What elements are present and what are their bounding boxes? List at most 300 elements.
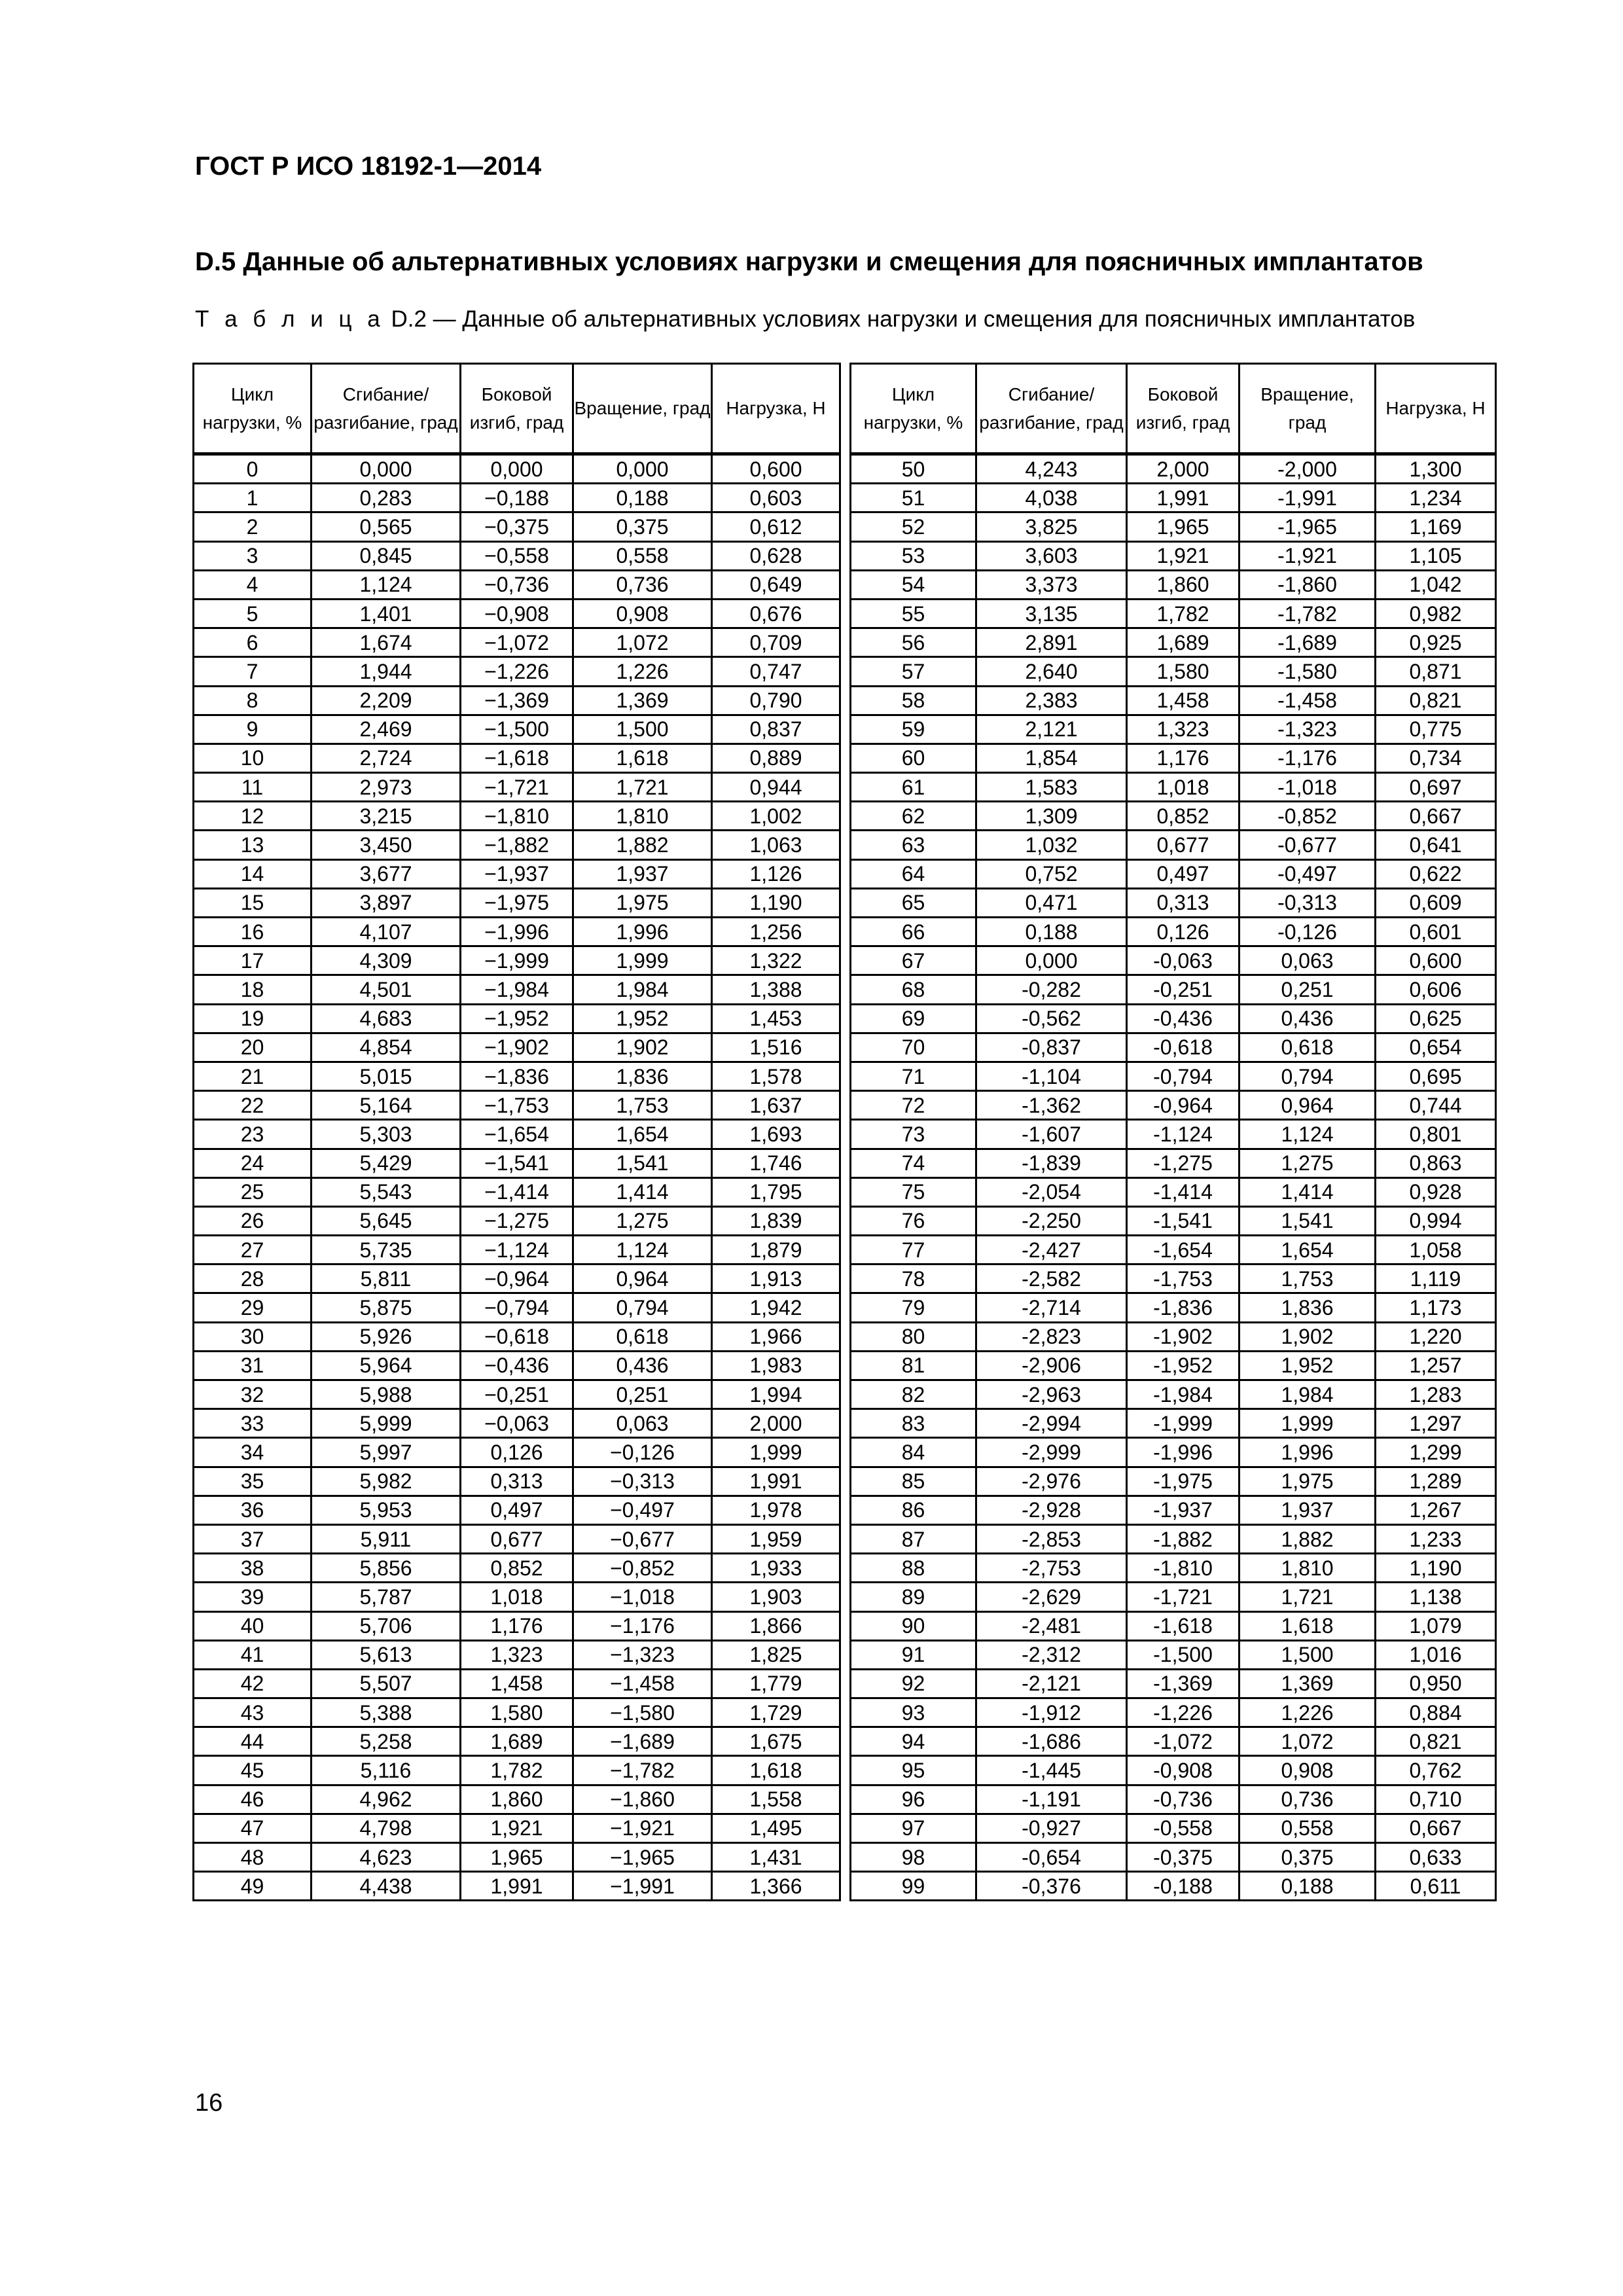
cell-rotation: -0,313	[1240, 888, 1376, 917]
cell-flexion: 4,798	[312, 1814, 461, 1842]
cell-lateral: 1,176	[461, 1611, 573, 1640]
cell-rotation: 0,063	[1240, 946, 1376, 975]
cell-flexion: 4,683	[312, 1004, 461, 1033]
table-row	[194, 946, 1496, 975]
cell-cycle: 6	[194, 628, 312, 657]
cell-flexion: 1,854	[976, 744, 1127, 772]
cell-load: 0,950	[1376, 1669, 1496, 1698]
cell-flexion: 4,107	[312, 918, 461, 946]
cell-cycle: 13	[194, 831, 312, 859]
cell-rotation: -0,677	[1240, 831, 1376, 859]
column-separator	[840, 1409, 851, 1438]
cell-flexion: 5,787	[312, 1583, 461, 1611]
cell-load: 0,889	[712, 744, 840, 772]
cell-flexion: -2,312	[976, 1640, 1127, 1669]
cell-cycle: 74	[851, 1149, 976, 1177]
cell-lateral: 1,689	[1127, 628, 1240, 657]
cell-lateral: 0,677	[461, 1524, 573, 1553]
cell-load: 1,453	[712, 1004, 840, 1033]
cell-flexion: 2,891	[976, 628, 1127, 657]
table-row	[194, 628, 1496, 657]
cell-flexion: 3,450	[312, 831, 461, 859]
cell-cycle: 96	[851, 1785, 976, 1814]
cell-rotation: 1,952	[573, 1004, 712, 1033]
cell-lateral: −0,736	[461, 570, 573, 599]
column-separator	[840, 1091, 851, 1120]
table-row	[194, 744, 1496, 772]
cell-cycle: 42	[194, 1669, 312, 1698]
cell-lateral: -1,882	[1127, 1524, 1240, 1553]
cell-lateral: -1,654	[1127, 1236, 1240, 1265]
column-separator	[840, 1583, 851, 1611]
cell-cycle: 44	[194, 1727, 312, 1756]
cell-load: 0,871	[1376, 657, 1496, 686]
cell-lateral: -1,810	[1127, 1554, 1240, 1583]
cell-flexion: -0,562	[976, 1004, 1127, 1033]
cell-load: 0,611	[1376, 1872, 1496, 1901]
cell-load: 0,710	[1376, 1785, 1496, 1814]
cell-flexion: -1,839	[976, 1149, 1127, 1177]
column-separator	[840, 1120, 851, 1149]
cell-cycle: 21	[194, 1062, 312, 1090]
cell-lateral: −1,996	[461, 918, 573, 946]
cell-load: 1,779	[712, 1669, 840, 1698]
cell-flexion: 0,752	[976, 859, 1127, 888]
cell-flexion: 3,677	[312, 859, 461, 888]
cell-lateral: −0,794	[461, 1293, 573, 1322]
cell-load: 1,978	[712, 1496, 840, 1524]
cell-load: 1,169	[1376, 512, 1496, 541]
cell-flexion: 4,623	[312, 1843, 461, 1872]
cell-cycle: 70	[851, 1033, 976, 1062]
cell-cycle: 56	[851, 628, 976, 657]
cell-flexion: -1,912	[976, 1698, 1127, 1727]
cell-lateral: −0,558	[461, 541, 573, 570]
cell-lateral: 1,580	[1127, 657, 1240, 686]
cell-flexion: 5,429	[312, 1149, 461, 1177]
cell-rotation: 1,500	[1240, 1640, 1376, 1669]
cell-rotation: 1,753	[1240, 1265, 1376, 1293]
header-load: Нагрузка, Н	[1376, 364, 1496, 454]
cell-flexion: 0,000	[976, 946, 1127, 975]
cell-rotation: 1,414	[1240, 1177, 1376, 1206]
table-row	[194, 1524, 1496, 1553]
cell-load: 0,734	[1376, 744, 1496, 772]
header-lateral: Боковой изгиб, град	[1127, 364, 1240, 454]
cell-load: 1,300	[1376, 454, 1496, 484]
table-body	[194, 454, 1496, 1901]
cell-rotation: 1,882	[1240, 1524, 1376, 1553]
cell-cycle: 17	[194, 946, 312, 975]
cell-flexion: 4,962	[312, 1785, 461, 1814]
cell-flexion: -1,607	[976, 1120, 1127, 1149]
table-row	[194, 802, 1496, 831]
cell-load: 1,257	[1376, 1351, 1496, 1380]
cell-load: 0,601	[1376, 918, 1496, 946]
cell-flexion: 1,032	[976, 831, 1127, 859]
cell-load: 0,821	[1376, 686, 1496, 715]
cell-lateral: −1,541	[461, 1149, 573, 1177]
cell-cycle: 80	[851, 1322, 976, 1351]
cell-rotation: 1,975	[1240, 1467, 1376, 1496]
cell-load: 0,609	[1376, 888, 1496, 917]
cell-cycle: 59	[851, 715, 976, 744]
cell-cycle: 76	[851, 1206, 976, 1235]
cell-flexion: 5,735	[312, 1236, 461, 1265]
header-load: Нагрузка, Н	[712, 364, 840, 454]
cell-lateral: -0,375	[1127, 1843, 1240, 1872]
cell-load: 0,884	[1376, 1698, 1496, 1727]
cell-flexion: 5,875	[312, 1293, 461, 1322]
column-separator	[840, 1872, 851, 1901]
header-cycle: Цикл нагрузки, %	[851, 364, 976, 454]
cell-rotation: 1,810	[573, 802, 712, 831]
cell-lateral: 0,852	[461, 1554, 573, 1583]
cell-lateral: −1,275	[461, 1206, 573, 1235]
cell-lateral: -1,369	[1127, 1669, 1240, 1698]
cell-rotation: 1,124	[1240, 1120, 1376, 1149]
cell-rotation: 0,558	[1240, 1814, 1376, 1842]
cell-rotation: -1,323	[1240, 715, 1376, 744]
cell-load: 0,625	[1376, 1004, 1496, 1033]
table-row	[194, 1640, 1496, 1669]
cell-load: 1,322	[712, 946, 840, 975]
cell-cycle: 14	[194, 859, 312, 888]
cell-flexion: 5,613	[312, 1640, 461, 1669]
table-row	[194, 657, 1496, 686]
column-separator	[840, 1062, 851, 1090]
cell-load: 0,747	[712, 657, 840, 686]
cell-cycle: 47	[194, 1814, 312, 1842]
column-separator	[840, 1322, 851, 1351]
cell-load: 1,042	[1376, 570, 1496, 599]
table-row	[194, 1785, 1496, 1814]
cell-cycle: 15	[194, 888, 312, 917]
column-separator	[840, 1785, 851, 1814]
cell-load: 1,388	[712, 975, 840, 1004]
cell-rotation: 1,937	[1240, 1496, 1376, 1524]
cell-lateral: −1,882	[461, 831, 573, 859]
cell-lateral: −1,999	[461, 946, 573, 975]
cell-flexion: 4,243	[976, 454, 1127, 484]
cell-rotation: -1,860	[1240, 570, 1376, 599]
table-row	[194, 1843, 1496, 1872]
cell-flexion: 2,209	[312, 686, 461, 715]
cell-load: 0,790	[712, 686, 840, 715]
cell-rotation: 1,721	[573, 773, 712, 802]
table-row	[194, 1872, 1496, 1901]
cell-rotation: −1,458	[573, 1669, 712, 1698]
cell-load: 1,618	[712, 1756, 840, 1785]
column-separator	[840, 628, 851, 657]
cell-rotation: 1,984	[1240, 1380, 1376, 1409]
cell-cycle: 88	[851, 1554, 976, 1583]
table-header-row	[194, 364, 1496, 454]
cell-cycle: 60	[851, 744, 976, 772]
cell-flexion: 2,469	[312, 715, 461, 744]
column-separator	[840, 1177, 851, 1206]
cell-cycle: 9	[194, 715, 312, 744]
cell-cycle: 75	[851, 1177, 976, 1206]
cell-lateral: 1,921	[461, 1814, 573, 1842]
cell-lateral: 1,689	[461, 1727, 573, 1756]
cell-load: 0,641	[1376, 831, 1496, 859]
cell-lateral: -1,124	[1127, 1120, 1240, 1149]
cell-lateral: -1,996	[1127, 1438, 1240, 1467]
column-separator	[840, 773, 851, 802]
cell-lateral: −0,964	[461, 1265, 573, 1293]
cell-cycle: 62	[851, 802, 976, 831]
cell-flexion: -2,963	[976, 1380, 1127, 1409]
cell-load: 0,633	[1376, 1843, 1496, 1872]
cell-load: 1,190	[1376, 1554, 1496, 1583]
cell-load: 1,283	[1376, 1380, 1496, 1409]
cell-cycle: 53	[851, 541, 976, 570]
table-row	[194, 484, 1496, 512]
cell-cycle: 49	[194, 1872, 312, 1901]
cell-cycle: 92	[851, 1669, 976, 1698]
cell-load: 0,654	[1376, 1033, 1496, 1062]
cell-rotation: -1,689	[1240, 628, 1376, 657]
cell-cycle: 38	[194, 1554, 312, 1583]
table-row	[194, 1177, 1496, 1206]
cell-cycle: 22	[194, 1091, 312, 1120]
column-separator	[840, 888, 851, 917]
page-number: 16	[195, 2089, 223, 2117]
cell-load: 0,695	[1376, 1062, 1496, 1090]
cell-lateral: 1,991	[1127, 484, 1240, 512]
cell-cycle: 28	[194, 1265, 312, 1293]
cell-load: 1,825	[712, 1640, 840, 1669]
cell-cycle: 52	[851, 512, 976, 541]
cell-load: 2,000	[712, 1409, 840, 1438]
cell-flexion: -1,104	[976, 1062, 1127, 1090]
cell-lateral: -1,753	[1127, 1265, 1240, 1293]
cell-load: 1,991	[712, 1467, 840, 1496]
cell-rotation: 0,558	[573, 541, 712, 570]
cell-cycle: 85	[851, 1467, 976, 1496]
cell-lateral: −1,369	[461, 686, 573, 715]
cell-cycle: 82	[851, 1380, 976, 1409]
cell-rotation: 1,937	[573, 859, 712, 888]
cell-load: 1,879	[712, 1236, 840, 1265]
cell-flexion: 1,401	[312, 599, 461, 628]
cell-lateral: −1,902	[461, 1033, 573, 1062]
cell-lateral: −1,654	[461, 1120, 573, 1149]
table-caption-text: D.2 — Данные об альтернативных условиях нагрузки и смещения для поясничных имплантатов	[391, 306, 1416, 332]
cell-cycle: 93	[851, 1698, 976, 1727]
cell-flexion: 0,188	[976, 918, 1127, 946]
cell-cycle: 11	[194, 773, 312, 802]
header-rotation: Вращение, град	[1240, 364, 1376, 454]
cell-load: 1,190	[712, 888, 840, 917]
cell-flexion: -2,999	[976, 1438, 1127, 1467]
cell-flexion: 2,973	[312, 773, 461, 802]
cell-rotation: 1,996	[573, 918, 712, 946]
table-row	[194, 715, 1496, 744]
table-row	[194, 1380, 1496, 1409]
cell-flexion: 5,164	[312, 1091, 461, 1120]
column-separator	[840, 1380, 851, 1409]
cell-rotation: 0,908	[1240, 1756, 1376, 1785]
cell-load: 0,928	[1376, 1177, 1496, 1206]
cell-lateral: 0,000	[461, 454, 573, 484]
table-row	[194, 1467, 1496, 1496]
cell-flexion: -2,714	[976, 1293, 1127, 1322]
table-row	[194, 570, 1496, 599]
cell-lateral: 1,323	[1127, 715, 1240, 744]
table-row	[194, 1091, 1496, 1120]
cell-rotation: -1,965	[1240, 512, 1376, 541]
cell-flexion: 4,038	[976, 484, 1127, 512]
cell-cycle: 27	[194, 1236, 312, 1265]
cell-lateral: -1,500	[1127, 1640, 1240, 1669]
cell-flexion: -2,250	[976, 1206, 1127, 1235]
cell-lateral: −0,188	[461, 484, 573, 512]
load-displacement-table	[192, 363, 1497, 1901]
cell-flexion: 5,997	[312, 1438, 461, 1467]
cell-load: 1,999	[712, 1438, 840, 1467]
cell-rotation: 0,436	[573, 1351, 712, 1380]
table-row	[194, 1409, 1496, 1438]
cell-load: 1,126	[712, 859, 840, 888]
cell-load: 1,366	[712, 1872, 840, 1901]
cell-load: 0,762	[1376, 1756, 1496, 1785]
cell-cycle: 69	[851, 1004, 976, 1033]
cell-flexion: 5,303	[312, 1120, 461, 1149]
cell-lateral: 0,497	[461, 1496, 573, 1524]
column-separator	[840, 744, 851, 772]
cell-rotation: 1,996	[1240, 1438, 1376, 1467]
cell-lateral: -0,251	[1127, 975, 1240, 1004]
cell-load: 1,002	[712, 802, 840, 831]
column-separator	[840, 1814, 851, 1842]
column-separator	[840, 1727, 851, 1756]
cell-load: 1,016	[1376, 1640, 1496, 1669]
cell-cycle: 61	[851, 773, 976, 802]
cell-flexion: 5,911	[312, 1524, 461, 1553]
cell-flexion: 1,583	[976, 773, 1127, 802]
cell-cycle: 79	[851, 1293, 976, 1322]
cell-cycle: 34	[194, 1438, 312, 1467]
table-row	[194, 1438, 1496, 1467]
cell-lateral: 0,313	[1127, 888, 1240, 917]
cell-flexion: 3,603	[976, 541, 1127, 570]
cell-load: 1,516	[712, 1033, 840, 1062]
cell-rotation: −0,313	[573, 1467, 712, 1496]
cell-cycle: 39	[194, 1583, 312, 1611]
cell-cycle: 7	[194, 657, 312, 686]
cell-lateral: −0,375	[461, 512, 573, 541]
cell-lateral: −0,436	[461, 1351, 573, 1380]
table-row	[194, 831, 1496, 859]
cell-cycle: 35	[194, 1467, 312, 1496]
cell-load: 0,612	[712, 512, 840, 541]
cell-load: 0,944	[712, 773, 840, 802]
column-separator	[840, 1698, 851, 1727]
table-row	[194, 1265, 1496, 1293]
cell-rotation: 0,063	[573, 1409, 712, 1438]
cell-cycle: 3	[194, 541, 312, 570]
cell-cycle: 46	[194, 1785, 312, 1814]
table-row	[194, 1004, 1496, 1033]
cell-load: 1,558	[712, 1785, 840, 1814]
cell-load: 1,966	[712, 1322, 840, 1351]
cell-rotation: -0,852	[1240, 802, 1376, 831]
cell-lateral: −1,952	[461, 1004, 573, 1033]
cell-flexion: -1,445	[976, 1756, 1127, 1785]
cell-flexion: 4,438	[312, 1872, 461, 1901]
cell-cycle: 16	[194, 918, 312, 946]
column-separator	[840, 1206, 851, 1235]
cell-lateral: -0,964	[1127, 1091, 1240, 1120]
table-row	[194, 888, 1496, 917]
cell-load: 0,994	[1376, 1206, 1496, 1235]
header-lateral: Боковой изгиб, град	[461, 364, 573, 454]
table-row	[194, 1236, 1496, 1265]
cell-flexion: 4,854	[312, 1033, 461, 1062]
cell-flexion: 5,507	[312, 1669, 461, 1698]
table-row	[194, 1033, 1496, 1062]
cell-lateral: −1,500	[461, 715, 573, 744]
table-row	[194, 1698, 1496, 1727]
cell-rotation: 1,975	[573, 888, 712, 917]
cell-cycle: 26	[194, 1206, 312, 1235]
cell-cycle: 29	[194, 1293, 312, 1322]
cell-cycle: 95	[851, 1756, 976, 1785]
cell-flexion: -2,481	[976, 1611, 1127, 1640]
cell-lateral: 1,965	[461, 1843, 573, 1872]
cell-rotation: -1,458	[1240, 686, 1376, 715]
cell-load: 0,801	[1376, 1120, 1496, 1149]
header-flexion: Сгибание/ разгибание, град	[976, 364, 1127, 454]
cell-load: 0,697	[1376, 773, 1496, 802]
column-separator	[840, 946, 851, 975]
cell-cycle: 83	[851, 1409, 976, 1438]
cell-rotation: 1,999	[1240, 1409, 1376, 1438]
cell-lateral: -0,188	[1127, 1872, 1240, 1901]
cell-load: 1,637	[712, 1091, 840, 1120]
cell-cycle: 81	[851, 1351, 976, 1380]
table-row	[194, 773, 1496, 802]
cell-load: 0,628	[712, 541, 840, 570]
column-separator	[840, 802, 851, 831]
cell-rotation: 1,902	[1240, 1322, 1376, 1351]
table-row	[194, 541, 1496, 570]
cell-load: 1,299	[1376, 1438, 1496, 1467]
cell-lateral: 1,580	[461, 1698, 573, 1727]
cell-flexion: 5,645	[312, 1206, 461, 1235]
cell-cycle: 71	[851, 1062, 976, 1090]
cell-flexion: 3,373	[976, 570, 1127, 599]
cell-load: 1,079	[1376, 1611, 1496, 1640]
cell-rotation: -1,176	[1240, 744, 1376, 772]
cell-cycle: 64	[851, 859, 976, 888]
cell-flexion: -2,928	[976, 1496, 1127, 1524]
cell-cycle: 45	[194, 1756, 312, 1785]
cell-cycle: 18	[194, 975, 312, 1004]
cell-rotation: 1,753	[573, 1091, 712, 1120]
table-row	[194, 1814, 1496, 1842]
cell-lateral: -1,414	[1127, 1177, 1240, 1206]
column-separator	[840, 975, 851, 1004]
cell-rotation: 1,072	[1240, 1727, 1376, 1756]
cell-cycle: 5	[194, 599, 312, 628]
column-separator	[840, 1554, 851, 1583]
column-separator	[840, 1496, 851, 1524]
cell-load: 0,982	[1376, 599, 1496, 628]
cell-rotation: 0,736	[1240, 1785, 1376, 1814]
